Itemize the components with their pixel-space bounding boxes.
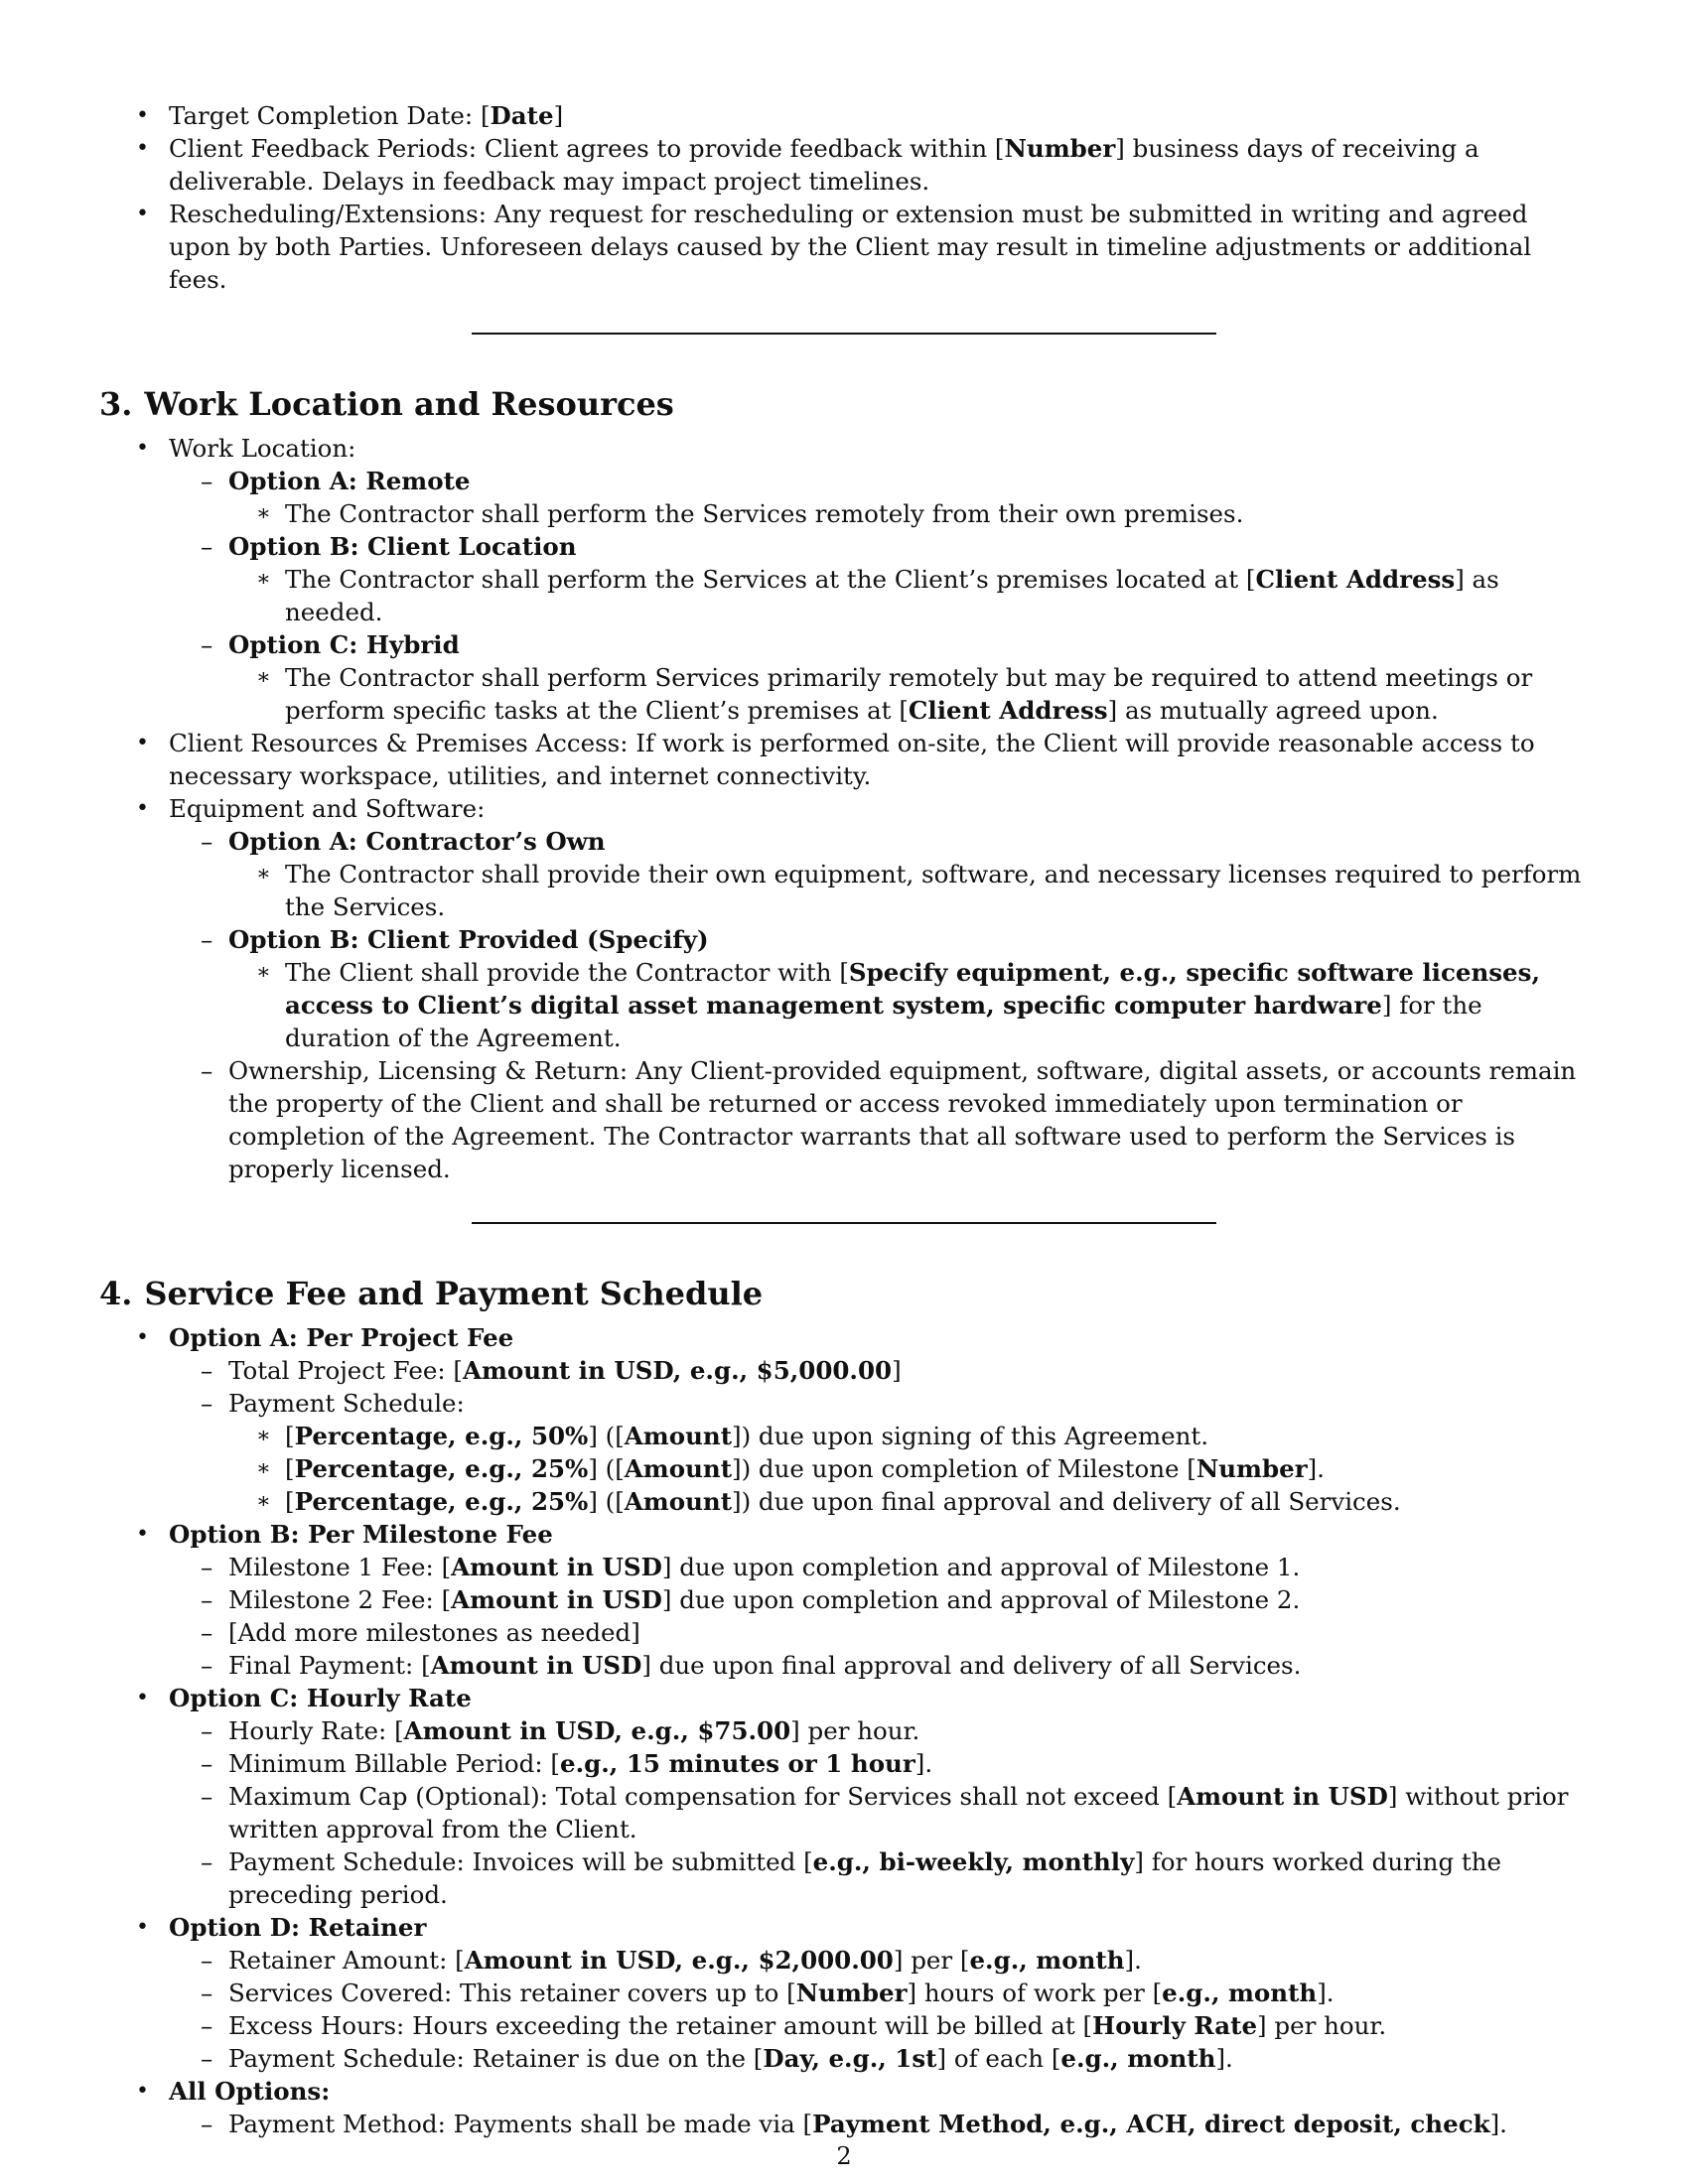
list-item: – Milestone 2 Fee: [Amount in USD] due upon completion and approval of Milestone 2. bbox=[201, 1585, 1301, 1614]
list-item: – Hourly Rate: [Amount in USD, e.g., $75.00] per hour. bbox=[201, 1716, 920, 1745]
list-item: – Total Project Fee: [Amount in USD, e.g., $5,000.00] bbox=[201, 1356, 902, 1385]
list-item: – Excess Hours: Hours exceeding the retainer amount will be billed at [Hourly Rate] per hour. bbox=[201, 2011, 1387, 2040]
list-item: – Retainer Amount: [Amount in USD, e.g., $2,000.00] per [e.g., month]. bbox=[201, 1946, 1142, 1975]
list-item: – Option C: Hybrid ∗ The Contractor shall perform Services primarily remotely but may be required to attend meetings or perform specific tasks at the Client’s premises at [Client Address] as mutually agreed upon. bbox=[169, 628, 1594, 727]
list-item: • Work Location: – Option A: Remote ∗ The Contractor shall perform the Services remotely from their own premises. – Option B: Client Location ∗ The Contractor shall perform the Services at the Client’s premises located at [Client Address] as needed. – Option C: Hybrid ∗ The Contractor shall perform Services primarily remotely but may be required to attend meetings or perform specific tasks at the Client’s premises at [Client Address] as mutually agreed upon. bbox=[99, 432, 1594, 727]
list-item: • All Options: – Payment Method: Payments shall be made via [Payment Method, e.g., ACH, direct deposit, check]. bbox=[99, 2075, 1594, 2140]
list-item: ∗ The Client shall provide the Contractor with [Specify equipment, e.g., specific software licenses, access to Client’s digital asset management system, specific computer hardware] for the duration of the Agreement. bbox=[256, 958, 1540, 1052]
section-divider bbox=[472, 1222, 1216, 1224]
page-number: 2 bbox=[836, 2142, 852, 2170]
list-item: ∗ The Contractor shall perform Services primarily remotely but may be required to attend meetings or perform specific tasks at the Client’s premises at [Client Address] as mutually agreed upon. bbox=[256, 663, 1533, 725]
list-item: – Maximum Cap (Optional): Total compensation for Services shall not exceed [Amount in USD] without prior written approval from the Client. bbox=[201, 1782, 1569, 1843]
list-item: • Rescheduling/Extensions: Any request for rescheduling or extension must be submitted in writing and agreed upon by both Parties. Unforeseen delays caused by the Client may result in timeline adjustments or additional fees. bbox=[136, 200, 1532, 294]
list-item: ∗ [Percentage, e.g., 25%] ([Amount]) due upon completion of Milestone [Number]. bbox=[256, 1454, 1325, 1483]
list-item: • Client Resources & Premises Access: If work is performed on-site, the Client will provide reasonable access to necessary workspace, utilities, and internet connectivity. bbox=[136, 729, 1535, 790]
page-content bbox=[99, 99, 1594, 2140]
list-item: ∗ [Percentage, e.g., 50%] ([Amount]) due upon signing of this Agreement. bbox=[256, 1422, 1209, 1450]
list-item: • Option B: Per Milestone Fee – Milestone 1 Fee: [Amount in USD] due upon completion and approval of Milestone 1. – Milestone 2 Fee: [Amount in USD] due upon completion and approval of Milestone 2. – [Add more milestones as needed] – Final Payment: [Amount in USD] due upon final approval and delivery of all Services. bbox=[99, 1518, 1594, 1682]
list-item: – Minimum Billable Period: [e.g., 15 minutes or 1 hour]. bbox=[201, 1749, 933, 1778]
list-item: – Payment Schedule: ∗ [Percentage, e.g., 50%] ([Amount]) due upon signing of this Agreement. ∗ [Percentage, e.g., 25%] ([Amount]) due upon completion of Milestone [Number]. ∗ [Percentage, e.g., 25%] ([Amount]) due upon final approval and delivery of all Services. bbox=[169, 1387, 1594, 1518]
list-item: • Equipment and Software: – Option A: Contractor’s Own ∗ The Contractor shall provide their own equipment, software, and necessary licenses required to perform the Services. – Option B: Client Provided (Specify) ∗ The Client shall provide the Contractor with [Specify equipment, e.g., specific software licenses, access to Client’s digital asset management system, specific computer hardware] for the duration of the Agreement. – Ownership, Licensing & Return: Any Client-provided equipment, software, digital assets, or accounts remain the property of the Client and shall be returned or access revoked immediately upon termination or completion of the Agreement. The Contractor warrants that all software used to perform the Services is properly licensed. bbox=[99, 792, 1594, 1185]
list-item: • Target Completion Date: [Date] bbox=[136, 101, 564, 130]
list-item: ∗ [Percentage, e.g., 25%] ([Amount]) due upon final approval and delivery of all Services. bbox=[256, 1487, 1401, 1516]
list-item: ∗ The Contractor shall provide their own equipment, software, and necessary licenses required to perform the Services. bbox=[256, 860, 1582, 921]
list-item: – Option A: Remote ∗ The Contractor shall perform the Services remotely from their own premises. bbox=[169, 465, 1594, 530]
list-item: – Milestone 1 Fee: [Amount in USD] due upon completion and approval of Milestone 1. bbox=[201, 1553, 1301, 1581]
section-4-list bbox=[99, 1321, 1594, 2140]
timeline-list bbox=[99, 99, 1594, 296]
list-item: – Payment Schedule: Invoices will be submitted [e.g., bi-weekly, monthly] for hours worked during the preceding period. bbox=[201, 1847, 1502, 1909]
list-item: ∗ The Contractor shall perform the Services at the Client’s premises located at [Client Address] as needed. bbox=[256, 565, 1499, 626]
list-item: – Payment Schedule: Retainer is due on the [Day, e.g., 1st] of each [e.g., month]. bbox=[201, 2044, 1233, 2073]
list-item: • Option C: Hourly Rate – Hourly Rate: [Amount in USD, e.g., $75.00] per hour. – Minimum Billable Period: [e.g., 15 minutes or 1 hour]. – Maximum Cap (Optional): Total compensation for Services shall not exceed [Amount in USD] without prior written approval from the Client. – Payment Schedule: Invoices will be submitted [e.g., bi-weekly, monthly] for hours worked during the preceding period. bbox=[99, 1682, 1594, 1911]
section-3-list bbox=[99, 432, 1594, 1185]
list-item: – Ownership, Licensing & Return: Any Client-provided equipment, software, digital assets, or accounts remain the property of the Client and shall be returned or access revoked immediately upon termination or completion of the Agreement. The Contractor warrants that all software used to perform the Services is properly licensed. bbox=[201, 1056, 1577, 1183]
list-item: – Final Payment: [Amount in USD] due upon final approval and delivery of all Services. bbox=[201, 1651, 1302, 1680]
list-item: • Client Feedback Periods: Client agrees to provide feedback within [Number] business days of receiving a deliverable. Delays in feedback may impact project timelines. bbox=[136, 134, 1479, 196]
list-item: • Option A: Per Project Fee – Total Project Fee: [Amount in USD, e.g., $5,000.00] – Payment Schedule: ∗ [Percentage, e.g., 50%] ([Amount]) due upon signing of this Agreement. ∗ [Percentage, e.g., 25%] ([Amount]) due upon completion of Milestone [Number]. ∗ [Percentage, e.g., 25%] ([Amount]) due upon final approval and delivery of all Services. bbox=[99, 1321, 1594, 1518]
section-heading: 4. Service Fee and Payment Schedule bbox=[99, 1275, 764, 1312]
list-item: ∗ The Contractor shall perform the Services remotely from their own premises. bbox=[256, 499, 1244, 528]
list-item: – Option A: Contractor’s Own ∗ The Contractor shall provide their own equipment, software, and necessary licenses required to perform the Services. bbox=[169, 825, 1594, 923]
section-divider bbox=[472, 333, 1216, 335]
list-item: – [Add more milestones as needed] bbox=[201, 1618, 640, 1647]
section-heading: 3. Work Location and Resources bbox=[99, 385, 674, 423]
list-item: – Option B: Client Provided (Specify) ∗ The Client shall provide the Contractor with [Specify equipment, e.g., specific software licenses, access to Client’s digital asset management system, specific computer hardware] for the duration of the Agreement. bbox=[169, 923, 1594, 1054]
list-item: • Option D: Retainer – Retainer Amount: [Amount in USD, e.g., $2,000.00] per [e.g., month]. – Services Covered: This retainer covers up to [Number] hours of work per [e.g., month]. – Excess Hours: Hours exceeding the retainer amount will be billed at [Hourly Rate] per hour. – Payment Schedule: Retainer is due on the [Day, e.g., 1st] of each [e.g., month]. bbox=[99, 1911, 1594, 2075]
list-item: – Payment Method: Payments shall be made via [Payment Method, e.g., ACH, direct deposit, check]. bbox=[201, 2110, 1507, 2138]
list-item: – Option B: Client Location ∗ The Contractor shall perform the Services at the Client’s premises located at [Client Address] as needed. bbox=[169, 530, 1594, 628]
list-item: – Services Covered: This retainer covers up to [Number] hours of work per [e.g., month]. bbox=[201, 1979, 1335, 2007]
